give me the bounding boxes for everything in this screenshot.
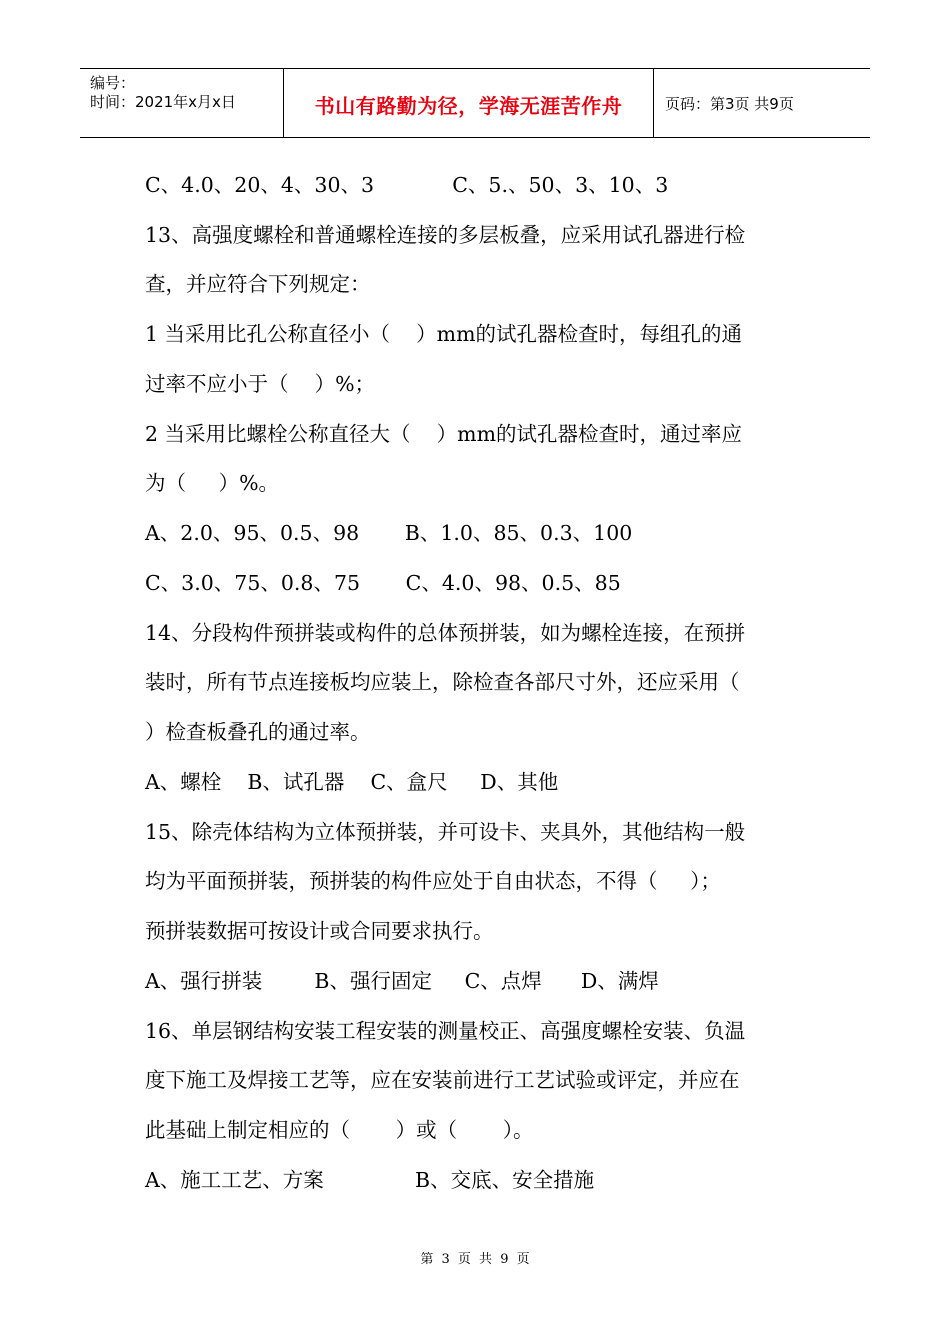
time-label: 时间：2021年x月x日: [90, 93, 236, 111]
header-page-cell: [654, 69, 870, 137]
header-info-cell: [80, 69, 284, 137]
text-line: 均为平面预拼装，预拼装的构件应处于自由状态，不得（ ）；: [145, 869, 721, 893]
text-line: A、强行拼装 B、强行固定 C、点焊 D、满焊: [145, 969, 659, 993]
text-line: 装时，所有节点连接板均应装上，除检查各部尺寸外，还应采用（: [145, 670, 740, 694]
text-line: C、4.0、20、4、30、3 C、5.、50、3、10、3: [145, 173, 669, 197]
text-line: 此基础上制定相应的（ ）或（ ）。: [145, 1118, 534, 1142]
text-line: 1 当采用比孔公称直径小（ ）mm的试孔器检查时，每组孔的通: [145, 322, 743, 346]
text-line: A、2.0、95、0.5、98 B、1.0、85、0.3、100: [145, 521, 633, 545]
text-line: 14、分段构件预拼装或构件的总体预拼装，如为螺栓连接，在预拼: [145, 621, 746, 645]
page-footer: 第 3 页 共 9 页: [420, 1252, 530, 1267]
text-line: 2 当采用比螺栓公称直径大（ ）mm的试孔器检查时，通过率应: [145, 422, 743, 446]
text-line: 15、除壳体结构为立体预拼装，并可设卡、夹具外，其他结构一般: [145, 820, 746, 844]
text-line: ）检查板叠孔的通过率。: [145, 720, 371, 744]
text-line: 预拼装数据可按设计或合同要求执行。: [145, 919, 494, 943]
header-motto-cell: [284, 69, 654, 137]
page-header: [80, 68, 870, 138]
text-line: A、螺栓 B、试孔器 C、盒尺 D、其他: [145, 770, 559, 794]
number-label: 编号：: [90, 74, 136, 92]
page-info: 页码：第3页 共9页: [665, 95, 794, 113]
text-line: 查，并应符合下列规定：: [145, 272, 371, 296]
text-line: 过率不应小于（ ）%；: [145, 372, 376, 396]
text-line: 13、高强度螺栓和普通螺栓连接的多层板叠，应采用试孔器进行检: [145, 223, 746, 247]
text-line: C、3.0、75、0.8、75 C、4.0、98、0.5、85: [145, 571, 621, 595]
motto: 书山有路勤为径，学海无涯苦作舟: [314, 94, 623, 118]
text-line: 为（ ）%。: [145, 471, 280, 495]
text-line: A、施工工艺、方案 B、交底、安全措施: [145, 1168, 595, 1192]
text-line: 16、单层钢结构安装工程安装的测量校正、高强度螺栓安装、负温: [145, 1019, 746, 1043]
text-line: 度下施工及焊接工艺等，应在安装前进行工艺试验或评定，并应在: [145, 1068, 740, 1092]
